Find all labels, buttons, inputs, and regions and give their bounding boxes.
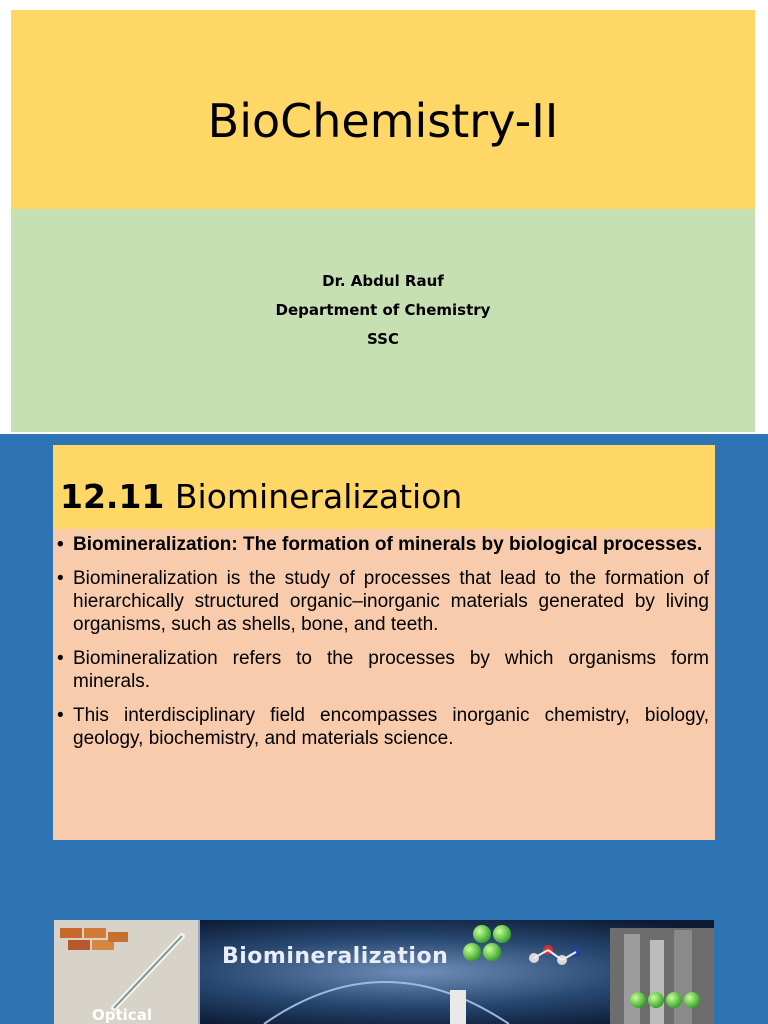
- section-title-text: Biomineralization: [174, 477, 463, 516]
- content-slide: [0, 434, 768, 1024]
- bullet-item: [53, 704, 715, 750]
- figure-label: Biomineralization: [222, 944, 449, 969]
- bullet-text: Biomineralization: The formation of minerals by biological processes.: [73, 534, 703, 555]
- subtitle-block: [11, 267, 755, 354]
- figure-collage: [54, 920, 714, 1024]
- bullet-dot-icon: •: [57, 648, 64, 669]
- subtitle-band: [11, 209, 755, 432]
- institution-name: SSC: [367, 330, 399, 348]
- section-number: 12.11: [60, 477, 165, 516]
- bullet-list: [53, 533, 715, 761]
- bullet-box: [53, 529, 715, 840]
- section-title: [60, 477, 462, 516]
- section-title-box: [53, 445, 715, 529]
- bullet-dot-icon: •: [57, 705, 64, 726]
- author-name: Dr. Abdul Rauf: [322, 272, 444, 290]
- bullet-item: [53, 533, 715, 556]
- bullet-text: Biomineralization refers to the processes by which organisms form minerals.: [73, 648, 709, 692]
- slide-title: BioChemistry-II: [207, 93, 559, 148]
- title-band: [11, 10, 755, 209]
- bullet-item: [53, 647, 715, 693]
- title-slide: [11, 10, 755, 432]
- bullet-item: [53, 567, 715, 636]
- bullet-text: Biomineralization is the study of processes that lead to the formation of hierarchically structured organic–inorganic materials generated by living organisms, such as shells, bone, and teeth.: [73, 568, 709, 635]
- bullet-text: This interdisciplinary field encompasses inorganic chemistry, biology, geology, biochemistry, and materials science.: [73, 705, 709, 749]
- bullet-dot-icon: •: [57, 534, 64, 555]
- department-name: Department of Chemistry: [275, 301, 491, 319]
- biomineralization-figure: [54, 920, 714, 1024]
- figure-sublabel: Optical: [92, 1006, 152, 1024]
- bullet-dot-icon: •: [57, 568, 64, 589]
